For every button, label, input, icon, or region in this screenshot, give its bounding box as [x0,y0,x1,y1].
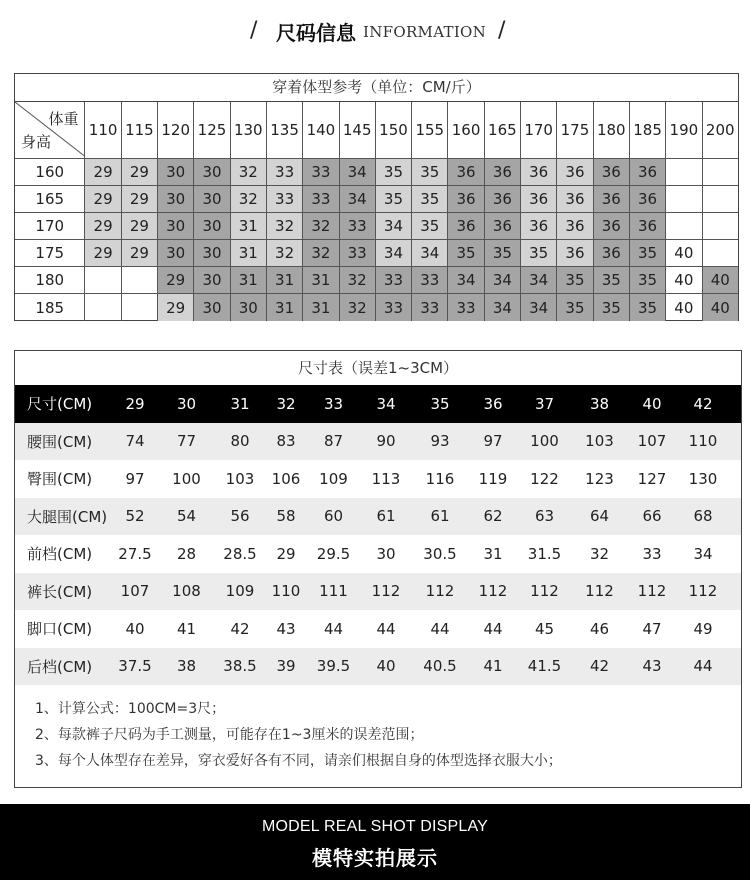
size-cell: 40 [666,267,702,293]
measurement-value: 32 [589,544,610,563]
measurement-value: 44 [430,619,450,638]
size-cell: 35 [557,294,593,321]
size-cell: 29 [158,267,194,293]
measurement-value: 93 [430,432,450,451]
header-slash-right: / [498,18,506,43]
measurement-value: 47 [642,619,662,638]
size-cell: 32 [303,240,339,266]
note-line: 3、每个人体型存在差异，穿衣爱好各有不同，请亲们根据自身的体型选择衣服大小； [35,753,562,769]
size-cell: 36 [594,213,630,239]
size-header-cell: 31 [230,394,250,413]
measurement-value: 74 [125,432,145,451]
size-cell: 35 [485,240,521,266]
size-cell: 29 [122,213,158,239]
note-line: 2、每款裤子尺码为手工测量，可能存在1~3厘米的误差范围； [35,727,424,743]
size-cell: 30 [158,213,194,239]
measurement-value: 130 [688,469,718,488]
size-cell: 35 [376,159,412,185]
size-cell: 30 [194,159,230,185]
size-cell: 31 [267,267,303,293]
measurement-value: 38.5 [223,657,257,676]
weight-header-cell: 160 [448,102,484,158]
size-chart-row [15,423,741,461]
size-cell: 36 [594,240,630,266]
measurement-value: 44 [483,619,503,638]
size-cell: 35 [630,240,666,266]
body-type-header-row [15,102,738,159]
weight-header-cell: 165 [485,102,521,158]
measurement-value: 112 [585,582,614,601]
measurement-label: 脚口(CM) [27,620,93,639]
measurement-value: 43 [642,657,662,676]
measurement-value: 28.5 [223,544,257,563]
size-cell: 33 [303,159,339,185]
measurement-value: 103 [225,469,255,488]
size-cell: 36 [557,213,593,239]
size-cell: 40 [666,294,702,321]
measurement-value: 106 [271,469,301,488]
size-cell [703,159,739,185]
size-cell: 30 [194,294,230,321]
header-title-cn: 尺码信息 [276,21,356,45]
size-cell: 35 [448,240,484,266]
weight-header-cell: 180 [594,102,630,158]
size-cell: 33 [376,294,412,321]
weight-header-cell: 140 [303,102,339,158]
size-cell [122,294,158,321]
measurement-value: 41 [483,657,503,676]
size-chart-row [15,498,741,536]
size-cell: 36 [485,159,521,185]
measurement-value: 27.5 [118,544,152,563]
measurement-value: 119 [478,469,508,488]
size-cell: 34 [485,294,521,321]
size-cell: 30 [194,213,230,239]
size-chart-row [15,610,741,648]
size-cell: 32 [267,213,303,239]
measurement-value: 100 [172,469,201,488]
measurement-value: 112 [478,582,508,601]
size-cell: 33 [267,159,303,185]
measurement-value: 44 [376,619,396,638]
weight-header-cell: 130 [231,102,267,158]
size-cell: 36 [521,159,557,185]
measurement-value: 29.5 [316,544,351,563]
size-cell: 31 [303,294,339,321]
measurement-value: 63 [534,507,555,526]
measurement-label: 腰围(CM) [27,432,93,451]
measurement-value: 30 [376,544,396,563]
size-chart-header-row [15,385,741,423]
size-cell: 36 [594,186,630,212]
size-cell: 35 [630,294,666,321]
size-cell: 30 [194,267,230,293]
corner-cell [15,102,85,158]
measurement-value: 109 [319,469,348,488]
measurement-value: 42 [589,657,610,676]
size-header-cell: 42 [693,394,713,413]
size-cell: 31 [231,213,267,239]
size-header-cell: 36 [483,394,503,413]
size-cell: 30 [231,294,267,321]
measurement-value: 29 [276,544,296,563]
size-cell: 29 [122,159,158,185]
banner-title-en: MODEL REAL SHOT DISPLAY [262,818,488,835]
size-header-cell: 34 [376,394,396,413]
weight-header-cell: 135 [267,102,303,158]
measurement-value: 109 [225,582,255,601]
size-chart-row [15,535,741,573]
measurement-value: 64 [589,507,610,526]
weight-header-cell: 125 [194,102,230,158]
body-type-caption: 穿着体型参考（单位：CM/斤） [15,74,738,102]
measurement-value: 40 [376,657,396,676]
banner-title-cn: 模特实拍展示 [312,846,438,870]
height-cell: 160 [15,159,85,185]
size-cell [666,186,702,212]
size-cell: 32 [303,213,339,239]
section-header [0,0,750,62]
height-cell: 165 [15,186,85,212]
size-cell: 35 [376,186,412,212]
size-cell: 36 [521,213,557,239]
size-cell [122,267,158,293]
size-cell: 31 [303,267,339,293]
size-cell: 31 [231,267,267,293]
model-shot-banner [0,804,750,880]
size-header-cell: 37 [534,394,555,413]
size-cell: 36 [485,186,521,212]
measurement-value: 113 [371,469,401,488]
weight-header-cell: 190 [666,102,702,158]
size-cell: 30 [158,240,194,266]
measurement-value: 80 [230,432,250,451]
measurement-value: 107 [120,582,150,601]
measurement-value: 77 [176,432,197,451]
size-cell: 30 [158,159,194,185]
measurement-value: 40 [125,619,145,638]
measurement-value: 83 [276,432,296,451]
measurement-value: 66 [642,507,662,526]
measurement-value: 30.5 [423,544,457,563]
size-cell: 36 [630,213,666,239]
measurement-value: 62 [483,507,503,526]
measurement-value: 122 [530,469,559,488]
size-chart-caption: 尺寸表（误差1~3CM） [297,359,459,377]
size-cell: 35 [594,294,630,321]
measurement-value: 39 [276,657,296,676]
measurement-value: 37.5 [118,657,152,676]
header-slash-left: / [250,18,258,43]
measurement-label: 后档(CM) [27,657,93,676]
measurement-value: 108 [172,582,201,601]
size-cell: 33 [303,186,339,212]
weight-header-cell: 170 [521,102,557,158]
size-cell: 36 [448,186,484,212]
weight-header-cell: 150 [376,102,412,158]
size-cell: 29 [85,159,121,185]
size-chart-table [14,350,742,685]
measurement-value: 110 [688,432,718,451]
measurement-label: 臀围(CM) [27,470,93,489]
size-cell: 36 [630,186,666,212]
measurement-value: 61 [430,507,450,526]
size-cell: 36 [557,186,593,212]
height-cell: 180 [15,267,85,293]
size-cell: 29 [158,294,194,321]
measurement-value: 33 [642,544,662,563]
measurement-value: 31 [483,544,503,563]
measurement-value: 56 [230,507,250,526]
size-cell: 31 [231,240,267,266]
measurement-value: 34 [693,544,713,563]
measurement-value: 58 [276,507,296,526]
size-cell: 33 [340,213,376,239]
size-chart-row [15,648,741,686]
measurement-value: 111 [319,582,348,601]
measurement-value: 44 [693,657,713,676]
measurement-value: 38 [176,657,197,676]
measurement-value: 61 [376,507,396,526]
measurement-value: 112 [530,582,559,601]
measurement-value: 42 [230,619,250,638]
measurement-value: 28 [176,544,197,563]
body-type-row [15,267,738,294]
weight-header-cell: 110 [85,102,121,158]
measurement-value: 39.5 [316,657,351,676]
size-cell: 32 [267,240,303,266]
size-cell [703,213,739,239]
measurement-value: 49 [693,619,713,638]
size-cell: 35 [630,267,666,293]
measurement-value: 41 [176,619,197,638]
size-header-cell: 32 [276,394,296,413]
size-cell [666,213,702,239]
measurement-label: 前档(CM) [27,545,93,564]
weight-header-cell: 145 [340,102,376,158]
size-cell [666,159,702,185]
size-cell: 34 [485,267,521,293]
size-cell: 35 [412,159,448,185]
weight-header-cell: 120 [158,102,194,158]
measurement-value: 107 [637,432,667,451]
measurement-value: 112 [425,582,455,601]
size-cell: 29 [85,240,121,266]
measurement-value: 87 [323,432,344,451]
size-cell: 34 [521,294,557,321]
size-cell: 34 [376,213,412,239]
body-type-table [14,73,739,321]
size-cell: 36 [630,159,666,185]
size-cell: 40 [703,294,739,321]
measurement-value: 45 [534,619,555,638]
measurement-value: 127 [637,469,667,488]
corner-weight-label: 体重 [48,110,79,128]
size-cell [703,240,739,266]
notes-box [14,684,742,788]
size-cell: 40 [666,240,702,266]
size-cell: 40 [703,267,739,293]
size-cell: 30 [194,240,230,266]
size-cell: 35 [412,213,448,239]
size-cell: 36 [557,240,593,266]
weight-header-cell: 185 [630,102,666,158]
size-cell: 29 [85,213,121,239]
measurement-label: 大腿围(CM) [27,507,108,526]
size-cell: 34 [521,267,557,293]
body-type-row [15,186,738,213]
size-cell: 36 [448,213,484,239]
size-cell: 36 [557,159,593,185]
size-header-cell: 33 [323,394,344,413]
size-cell: 34 [448,267,484,293]
size-cell: 32 [231,159,267,185]
weight-header-cell: 200 [705,121,735,139]
body-type-row [15,240,738,267]
size-cell: 36 [521,186,557,212]
measurement-value: 103 [585,432,614,451]
size-header-cell: 38 [589,394,610,413]
measurement-value: 31.5 [527,544,562,563]
measurement-value: 52 [125,507,145,526]
size-cell: 33 [448,294,484,321]
size-cell [85,294,121,321]
size-header-cell: 40 [642,394,662,413]
size-chart-row [15,573,741,611]
size-cell: 34 [376,240,412,266]
size-header-cell: 30 [176,394,197,413]
body-type-row [15,294,738,321]
measurement-value: 112 [371,582,401,601]
measurement-value: 97 [483,432,503,451]
size-cell: 33 [376,267,412,293]
size-chart-row [15,460,741,498]
size-cell: 29 [122,186,158,212]
weight-header-cell: 155 [412,102,448,158]
size-cell: 33 [412,294,448,321]
size-cell: 34 [340,159,376,185]
measurement-label: 裤长(CM) [27,582,93,601]
height-cell: 170 [15,213,85,239]
size-cell: 35 [412,186,448,212]
size-cell: 34 [340,186,376,212]
size-cell: 33 [267,186,303,212]
size-cell: 29 [122,240,158,266]
size-cell [85,267,121,293]
size-header-cell: 35 [430,394,450,413]
size-cell: 32 [340,267,376,293]
measurement-value: 68 [693,507,713,526]
measurement-value: 44 [323,619,344,638]
size-cell: 32 [231,186,267,212]
size-cell: 35 [594,267,630,293]
size-cell [703,186,739,212]
measurement-value: 90 [376,432,396,451]
size-cell: 30 [194,186,230,212]
size-header-label: 尺寸(CM) [27,395,93,414]
weight-header-cell: 115 [122,102,158,158]
size-cell: 35 [557,267,593,293]
body-type-row [15,213,738,240]
corner-height-label: 身高 [21,133,52,151]
measurement-value: 123 [585,469,614,488]
size-cell: 36 [485,213,521,239]
size-cell: 33 [412,267,448,293]
measurement-value: 100 [530,432,559,451]
measurement-value: 46 [589,619,610,638]
size-cell: 31 [267,294,303,321]
measurement-value: 43 [276,619,296,638]
measurement-value: 54 [176,507,197,526]
size-cell: 35 [521,240,557,266]
measurement-value: 116 [425,469,455,488]
size-header-cell: 29 [125,394,145,413]
size-cell: 36 [594,159,630,185]
header-title-en: INFORMATION [363,23,487,41]
body-type-row [15,159,738,186]
measurement-value: 110 [271,582,301,601]
size-cell: 36 [448,159,484,185]
size-cell: 33 [340,240,376,266]
measurement-value: 40.5 [423,657,457,676]
height-cell: 175 [15,240,85,266]
size-cell: 34 [412,240,448,266]
measurement-value: 112 [688,582,718,601]
note-line: 1、计算公式：100CM=3尺； [35,701,226,717]
weight-header-cell: 175 [557,102,593,158]
measurement-value: 41.5 [527,657,562,676]
measurement-value: 112 [637,582,667,601]
size-cell: 30 [158,186,194,212]
height-cell: 185 [15,294,85,321]
measurement-value: 60 [323,507,344,526]
size-cell: 32 [340,294,376,321]
size-cell: 29 [85,186,121,212]
measurement-value: 97 [125,469,145,488]
